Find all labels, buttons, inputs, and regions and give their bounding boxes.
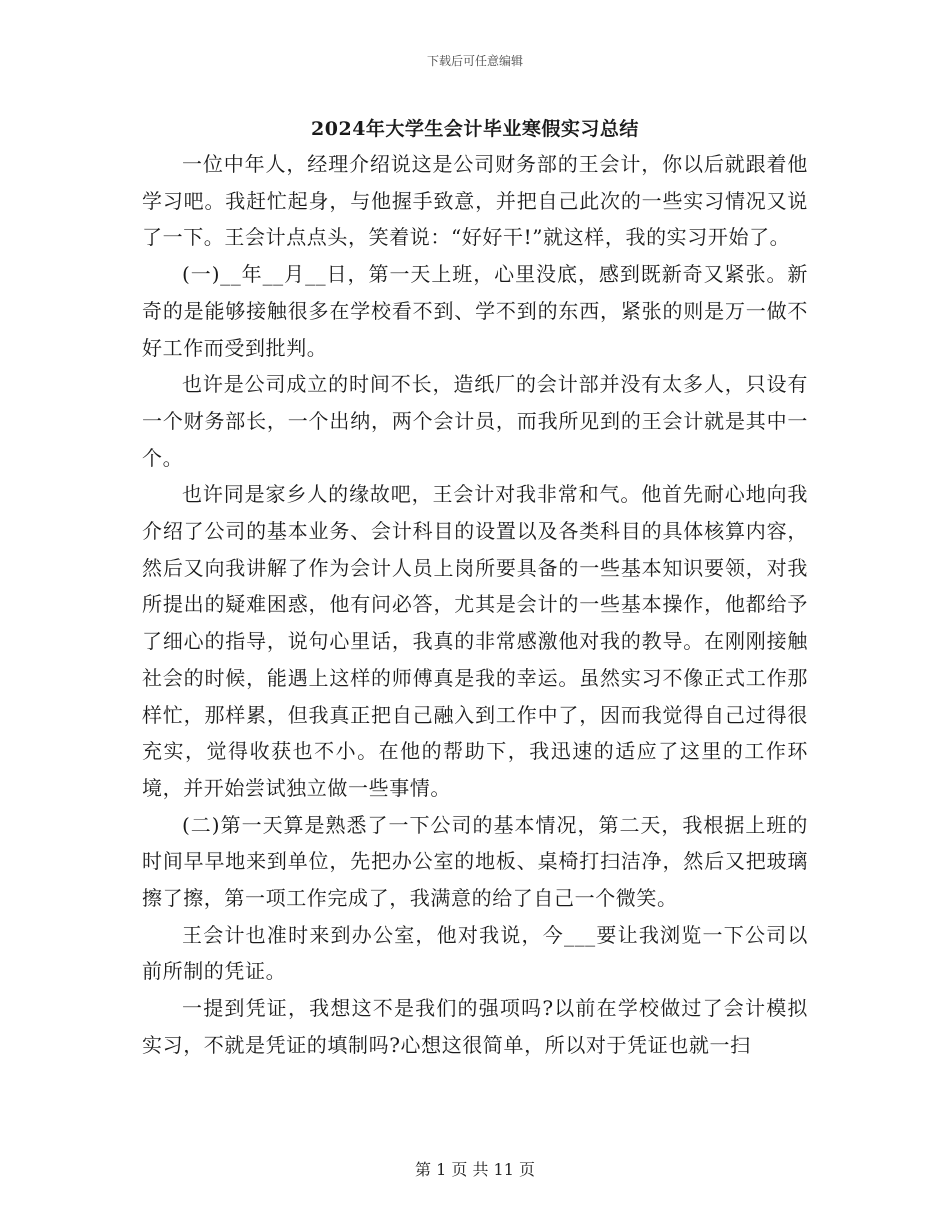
page-header-note: 下载后可任意编辑 bbox=[426, 54, 523, 68]
paragraph-1: 一位中年人，经理介绍说这是公司财务部的王会计，你以后就跟着他学习吧。我赶忙起身，与他握手致意，并把自己此次的一些实习情况又说了一下。王会计点点头，笑着说：“好好干!”就这样，我的实习开始了。 bbox=[142, 152, 808, 250]
paragraph-6: 王会计也准时来到办公室，他对我说，今___要让我浏览一下公司以前所制的凭证。 bbox=[142, 922, 808, 984]
paragraph-3: 也许是公司成立的时间不长，造纸厂的会计部并没有太多人，只设有一个财务部长，一个出纳，两个会计员，而我所见到的王会计就是其中一个。 bbox=[142, 372, 808, 470]
paragraph-7: 一提到凭证，我想这不是我们的强项吗?以前在学校做过了会计模拟实习，不就是凭证的填制吗?心想这很简单，所以对于凭证也就一扫 bbox=[142, 996, 808, 1057]
document-title: 2024年大学生会计毕业寒假实习总结 bbox=[311, 118, 639, 140]
paragraph-5: (二)第一天算是熟悉了一下公司的基本情况，第二天，我根据上班的时间早早地来到单位，先把办公室的地板、桌椅打扫洁净，然后又把玻璃擦了擦，第一项工作完成了，我满意的给了自己一个微笑。 bbox=[142, 812, 808, 911]
paragraph-4: 也许同是家乡人的缘故吧，王会计对我非常和气。他首先耐心地向我介绍了公司的基本业务、会计科目的设置以及各类科目的具体核算内容，然后又向我讲解了作为会计人员上岗所要具备的一些基本知识要领，对我所提出的疑难困惑，他有问必答，尤其是会计的一些基本操作，他都给予了细心的指导，说句心里话，我真的非常感激他对我的教导。在刚刚接触社会的时候，能遇上这样的师傅真是我的幸运。虽然实习不像正式工作那样忙，那样累，但我真正把自己融入到工作中了，因而我觉得自己过得很充实，觉得收获也不小。在他的帮助下，我迅速的适应了这里的工作环境，并开始尝试独立做一些事情。 bbox=[142, 482, 808, 800]
page-number-footer: 第 1 页 共 11 页 bbox=[415, 1160, 535, 1179]
document-body bbox=[142, 146, 808, 1064]
paragraph-2: (一)__年__月__日，第一天上班，心里没底，感到既新奇又紧张。新奇的是能够接触很多在学校看不到、学不到的东西，紧张的则是万一做不好工作而受到批判。 bbox=[142, 262, 808, 360]
